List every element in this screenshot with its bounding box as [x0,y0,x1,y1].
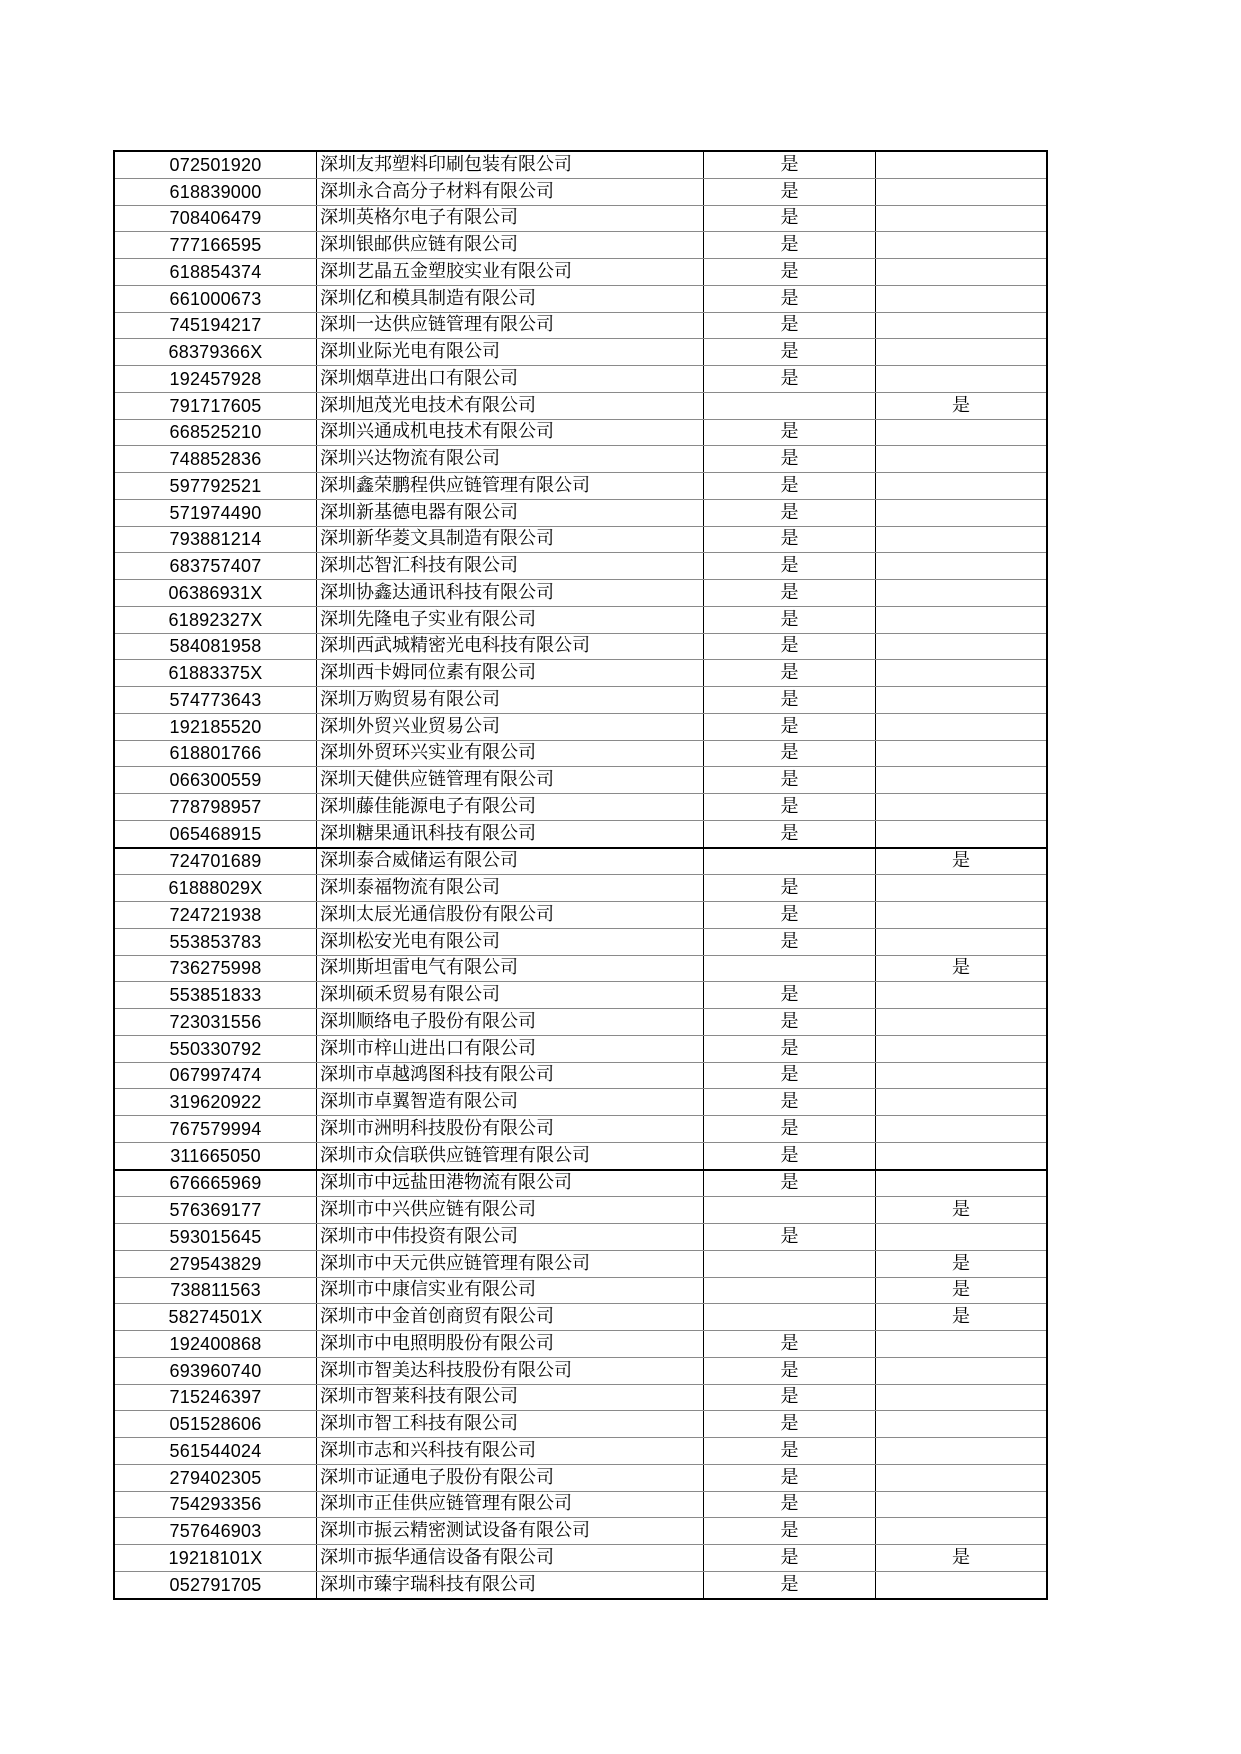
flag-column-2-cell [876,713,1048,740]
company-name-cell: 深圳市智美达科技股份有限公司 [317,1357,704,1384]
flag-column-1-cell: 是 [704,285,876,312]
flag-column-2-cell [876,1464,1048,1491]
company-name-cell: 深圳市智工科技有限公司 [317,1411,704,1438]
flag-column-1-cell [704,1250,876,1277]
org-code-cell: 723031556 [114,1009,317,1036]
company-name-cell: 深圳松安光电有限公司 [317,928,704,955]
table-row [114,820,1047,847]
flag-column-2-cell [876,473,1048,500]
flag-column-1-cell: 是 [704,633,876,660]
flag-column-1-cell: 是 [704,446,876,473]
org-code-cell: 767579994 [114,1116,317,1143]
company-name-cell: 深圳市振华通信设备有限公司 [317,1545,704,1572]
org-code-cell: 724721938 [114,902,317,929]
flag-column-2-cell [876,1438,1048,1465]
company-name-cell: 深圳天健供应链管理有限公司 [317,767,704,794]
table-row [114,285,1047,312]
table-row [114,902,1047,929]
table-row [114,848,1047,875]
company-name-cell: 深圳市中金首创商贸有限公司 [317,1304,704,1331]
flag-column-1-cell: 是 [704,928,876,955]
org-code-cell: 618854374 [114,259,317,286]
org-code-cell: 066300559 [114,767,317,794]
flag-column-2-cell [876,982,1048,1009]
org-code-cell: 576369177 [114,1197,317,1224]
table-row [114,312,1047,339]
company-name-cell: 深圳永合高分子材料有限公司 [317,178,704,205]
flag-column-2-cell: 是 [876,1277,1048,1304]
org-code-cell: 067997474 [114,1062,317,1089]
flag-column-2-cell [876,902,1048,929]
flag-column-2-cell [876,794,1048,821]
flag-column-2-cell: 是 [876,1250,1048,1277]
company-name-cell: 深圳市臻宇瑞科技有限公司 [317,1571,704,1598]
org-code-cell: 618839000 [114,178,317,205]
flag-column-1-cell [704,392,876,419]
flag-column-2-cell [876,1116,1048,1143]
flag-column-1-cell: 是 [704,1062,876,1089]
flag-column-1-cell: 是 [704,660,876,687]
flag-column-1-cell: 是 [704,1464,876,1491]
table-row [114,1304,1047,1331]
flag-column-1-cell: 是 [704,1491,876,1518]
flag-column-1-cell: 是 [704,1518,876,1545]
flag-column-2-cell: 是 [876,955,1048,982]
flag-column-1-cell [704,1277,876,1304]
flag-column-2-cell [876,339,1048,366]
table-row [114,740,1047,767]
flag-column-1-cell: 是 [704,1009,876,1036]
table-row [114,713,1047,740]
company-name-cell: 深圳市梓山进出口有限公司 [317,1035,704,1062]
flag-column-1-cell: 是 [704,178,876,205]
flag-column-2-cell [876,526,1048,553]
flag-column-2-cell: 是 [876,1545,1048,1572]
table-row [114,419,1047,446]
flag-column-1-cell: 是 [704,1384,876,1411]
org-code-cell: 192457928 [114,366,317,393]
flag-column-2-cell [876,740,1048,767]
table-row [114,633,1047,660]
company-name-cell: 深圳市卓翼智造有限公司 [317,1089,704,1116]
table-row [114,1197,1047,1224]
company-name-cell: 深圳顺络电子股份有限公司 [317,1009,704,1036]
company-name-cell: 深圳市智莱科技有限公司 [317,1384,704,1411]
table-row [114,366,1047,393]
flag-column-2-cell [876,767,1048,794]
table-row [114,1089,1047,1116]
flag-column-1-cell: 是 [704,1089,876,1116]
company-name-cell: 深圳兴通成机电技术有限公司 [317,419,704,446]
company-name-cell: 深圳泰合威储运有限公司 [317,848,704,875]
org-code-cell: 593015645 [114,1224,317,1251]
org-code-cell: 618801766 [114,740,317,767]
org-code-cell: 19218101X [114,1545,317,1572]
company-name-cell: 深圳西卡姆同位素有限公司 [317,660,704,687]
table-row [114,1062,1047,1089]
table-row [114,875,1047,902]
flag-column-2-cell: 是 [876,392,1048,419]
org-code-cell: 61892327X [114,606,317,633]
table-row [114,1464,1047,1491]
table-row [114,687,1047,714]
company-name-cell: 深圳泰福物流有限公司 [317,875,704,902]
org-code-cell: 668525210 [114,419,317,446]
company-name-cell: 深圳万购贸易有限公司 [317,687,704,714]
org-code-cell: 708406479 [114,205,317,232]
flag-column-1-cell: 是 [704,1035,876,1062]
table-row [114,1411,1047,1438]
org-code-cell: 754293356 [114,1491,317,1518]
company-name-cell: 深圳斯坦雷电气有限公司 [317,955,704,982]
org-code-cell: 778798957 [114,794,317,821]
table-row [114,151,1047,178]
flag-column-1-cell [704,1197,876,1224]
org-code-cell: 745194217 [114,312,317,339]
flag-column-1-cell [704,848,876,875]
org-code-cell: 06386931X [114,580,317,607]
company-name-cell: 深圳西武城精密光电科技有限公司 [317,633,704,660]
org-code-cell: 553851833 [114,982,317,1009]
company-name-cell: 深圳市证通电子股份有限公司 [317,1464,704,1491]
flag-column-1-cell: 是 [704,767,876,794]
org-code-cell: 793881214 [114,526,317,553]
company-name-cell: 深圳银邮供应链有限公司 [317,232,704,259]
table-row [114,1009,1047,1036]
flag-column-1-cell: 是 [704,312,876,339]
org-code-cell: 311665050 [114,1142,317,1169]
company-name-cell: 深圳烟草进出口有限公司 [317,366,704,393]
org-code-cell: 683757407 [114,553,317,580]
table-row [114,1545,1047,1572]
flag-column-1-cell: 是 [704,151,876,178]
table-row [114,553,1047,580]
org-code-cell: 065468915 [114,820,317,847]
flag-column-2-cell [876,606,1048,633]
table-row [114,392,1047,419]
flag-column-2-cell [876,1009,1048,1036]
flag-column-2-cell [876,1142,1048,1169]
company-name-cell: 深圳旭茂光电技术有限公司 [317,392,704,419]
flag-column-1-cell: 是 [704,902,876,929]
table-row [114,1384,1047,1411]
flag-column-1-cell: 是 [704,232,876,259]
org-code-cell: 574773643 [114,687,317,714]
company-name-cell: 深圳市中电照明股份有限公司 [317,1331,704,1358]
flag-column-2-cell [876,660,1048,687]
flag-column-2-cell [876,259,1048,286]
org-code-cell: 192400868 [114,1331,317,1358]
flag-column-2-cell [876,1571,1048,1598]
org-code-cell: 052791705 [114,1571,317,1598]
company-name-cell: 深圳市正佳供应链管理有限公司 [317,1491,704,1518]
flag-column-1-cell: 是 [704,1571,876,1598]
flag-column-2-cell [876,1062,1048,1089]
flag-column-2-cell [876,875,1048,902]
table-row [114,606,1047,633]
org-code-cell: 319620922 [114,1089,317,1116]
org-code-cell: 192185520 [114,713,317,740]
company-name-cell: 深圳市中天元供应链管理有限公司 [317,1250,704,1277]
flag-column-2-cell [876,1170,1048,1197]
company-name-cell: 深圳市洲明科技股份有限公司 [317,1116,704,1143]
flag-column-2-cell [876,580,1048,607]
flag-column-2-cell [876,1035,1048,1062]
table-row [114,955,1047,982]
flag-column-2-cell [876,419,1048,446]
org-code-cell: 777166595 [114,232,317,259]
flag-column-1-cell: 是 [704,687,876,714]
table-row [114,473,1047,500]
table-row [114,499,1047,526]
flag-column-2-cell [876,1331,1048,1358]
table-row [114,339,1047,366]
org-code-cell: 715246397 [114,1384,317,1411]
company-name-cell: 深圳市振云精密测试设备有限公司 [317,1518,704,1545]
org-code-cell: 748852836 [114,446,317,473]
company-table-body [114,151,1047,1599]
table-row [114,1518,1047,1545]
flag-column-2-cell: 是 [876,1197,1048,1224]
flag-column-1-cell [704,1304,876,1331]
flag-column-1-cell: 是 [704,1331,876,1358]
flag-column-2-cell [876,928,1048,955]
company-name-cell: 深圳英格尔电子有限公司 [317,205,704,232]
flag-column-1-cell: 是 [704,820,876,847]
flag-column-1-cell: 是 [704,982,876,1009]
flag-column-2-cell [876,151,1048,178]
company-name-cell: 深圳市志和兴科技有限公司 [317,1438,704,1465]
flag-column-2-cell [876,1089,1048,1116]
company-name-cell: 深圳先隆电子实业有限公司 [317,606,704,633]
table-row [114,1035,1047,1062]
flag-column-1-cell: 是 [704,606,876,633]
table-row [114,232,1047,259]
flag-column-2-cell [876,1411,1048,1438]
org-code-cell: 661000673 [114,285,317,312]
org-code-cell: 68379366X [114,339,317,366]
table-row [114,1224,1047,1251]
org-code-cell: 61883375X [114,660,317,687]
org-code-cell: 571974490 [114,499,317,526]
org-code-cell: 550330792 [114,1035,317,1062]
company-name-cell: 深圳新华菱文具制造有限公司 [317,526,704,553]
company-name-cell: 深圳外贸环兴实业有限公司 [317,740,704,767]
flag-column-1-cell: 是 [704,794,876,821]
flag-column-1-cell: 是 [704,1116,876,1143]
flag-column-1-cell: 是 [704,553,876,580]
flag-column-2-cell [876,1491,1048,1518]
flag-column-1-cell: 是 [704,580,876,607]
org-code-cell: 791717605 [114,392,317,419]
flag-column-2-cell [876,553,1048,580]
org-code-cell: 553853783 [114,928,317,955]
flag-column-2-cell [876,820,1048,847]
flag-column-2-cell [876,205,1048,232]
flag-column-1-cell: 是 [704,875,876,902]
company-name-cell: 深圳友邦塑料印刷包装有限公司 [317,151,704,178]
flag-column-1-cell: 是 [704,740,876,767]
flag-column-1-cell: 是 [704,499,876,526]
flag-column-1-cell: 是 [704,526,876,553]
flag-column-1-cell: 是 [704,713,876,740]
org-code-cell: 757646903 [114,1518,317,1545]
company-name-cell: 深圳藤佳能源电子有限公司 [317,794,704,821]
flag-column-2-cell [876,232,1048,259]
flag-column-2-cell [876,1224,1048,1251]
table-row [114,446,1047,473]
company-name-cell: 深圳一达供应链管理有限公司 [317,312,704,339]
company-name-cell: 深圳芯智汇科技有限公司 [317,553,704,580]
org-code-cell: 279543829 [114,1250,317,1277]
org-code-cell: 736275998 [114,955,317,982]
table-row [114,526,1047,553]
flag-column-1-cell: 是 [704,1142,876,1169]
org-code-cell: 584081958 [114,633,317,660]
flag-column-2-cell: 是 [876,848,1048,875]
table-row [114,767,1047,794]
table-row [114,580,1047,607]
table-row [114,1438,1047,1465]
flag-column-1-cell: 是 [704,339,876,366]
org-code-cell: 561544024 [114,1438,317,1465]
company-name-cell: 深圳糖果通讯科技有限公司 [317,820,704,847]
company-name-cell: 深圳新基德电器有限公司 [317,499,704,526]
company-name-cell: 深圳外贸兴业贸易公司 [317,713,704,740]
flag-column-1-cell: 是 [704,419,876,446]
table-row [114,1331,1047,1358]
table-row [114,1357,1047,1384]
flag-column-2-cell [876,446,1048,473]
flag-column-1-cell: 是 [704,1170,876,1197]
company-name-cell: 深圳业际光电有限公司 [317,339,704,366]
flag-column-1-cell: 是 [704,205,876,232]
table-row [114,982,1047,1009]
company-name-cell: 深圳鑫荣鹏程供应链管理有限公司 [317,473,704,500]
table-row [114,1491,1047,1518]
org-code-cell: 072501920 [114,151,317,178]
org-code-cell: 279402305 [114,1464,317,1491]
company-name-cell: 深圳市卓越鸿图科技有限公司 [317,1062,704,1089]
flag-column-1-cell: 是 [704,473,876,500]
table-row [114,1116,1047,1143]
flag-column-2-cell [876,285,1048,312]
flag-column-1-cell: 是 [704,1357,876,1384]
flag-column-2-cell [876,499,1048,526]
flag-column-1-cell: 是 [704,1545,876,1572]
flag-column-2-cell [876,366,1048,393]
table-row [114,205,1047,232]
flag-column-2-cell [876,1384,1048,1411]
org-code-cell: 676665969 [114,1170,317,1197]
flag-column-2-cell [876,1357,1048,1384]
flag-column-2-cell [876,312,1048,339]
table-row [114,660,1047,687]
org-code-cell: 61888029X [114,875,317,902]
flag-column-2-cell [876,178,1048,205]
company-name-cell: 深圳艺晶五金塑胶实业有限公司 [317,259,704,286]
org-code-cell: 597792521 [114,473,317,500]
table-row [114,1142,1047,1169]
company-name-cell: 深圳市中伟投资有限公司 [317,1224,704,1251]
flag-column-1-cell: 是 [704,1438,876,1465]
flag-column-2-cell [876,1518,1048,1545]
company-name-cell: 深圳太辰光通信股份有限公司 [317,902,704,929]
flag-column-1-cell [704,955,876,982]
company-name-cell: 深圳硕禾贸易有限公司 [317,982,704,1009]
flag-column-2-cell [876,633,1048,660]
table-row [114,1250,1047,1277]
company-name-cell: 深圳市中远盐田港物流有限公司 [317,1170,704,1197]
flag-column-2-cell: 是 [876,1304,1048,1331]
company-name-cell: 深圳市众信联供应链管理有限公司 [317,1142,704,1169]
table-row [114,1170,1047,1197]
table-row [114,1277,1047,1304]
table-row [114,178,1047,205]
company-table [113,150,1048,1600]
company-name-cell: 深圳兴达物流有限公司 [317,446,704,473]
table-row [114,1571,1047,1598]
org-code-cell: 724701689 [114,848,317,875]
company-name-cell: 深圳协鑫达通讯科技有限公司 [317,580,704,607]
company-name-cell: 深圳市中康信实业有限公司 [317,1277,704,1304]
org-code-cell: 58274501X [114,1304,317,1331]
org-code-cell: 693960740 [114,1357,317,1384]
flag-column-2-cell [876,687,1048,714]
table-row [114,794,1047,821]
table-row [114,259,1047,286]
flag-column-1-cell: 是 [704,1411,876,1438]
flag-column-1-cell: 是 [704,1224,876,1251]
table-row [114,928,1047,955]
flag-column-1-cell: 是 [704,259,876,286]
org-code-cell: 738811563 [114,1277,317,1304]
company-name-cell: 深圳市中兴供应链有限公司 [317,1197,704,1224]
org-code-cell: 051528606 [114,1411,317,1438]
company-name-cell: 深圳亿和模具制造有限公司 [317,285,704,312]
flag-column-1-cell: 是 [704,366,876,393]
